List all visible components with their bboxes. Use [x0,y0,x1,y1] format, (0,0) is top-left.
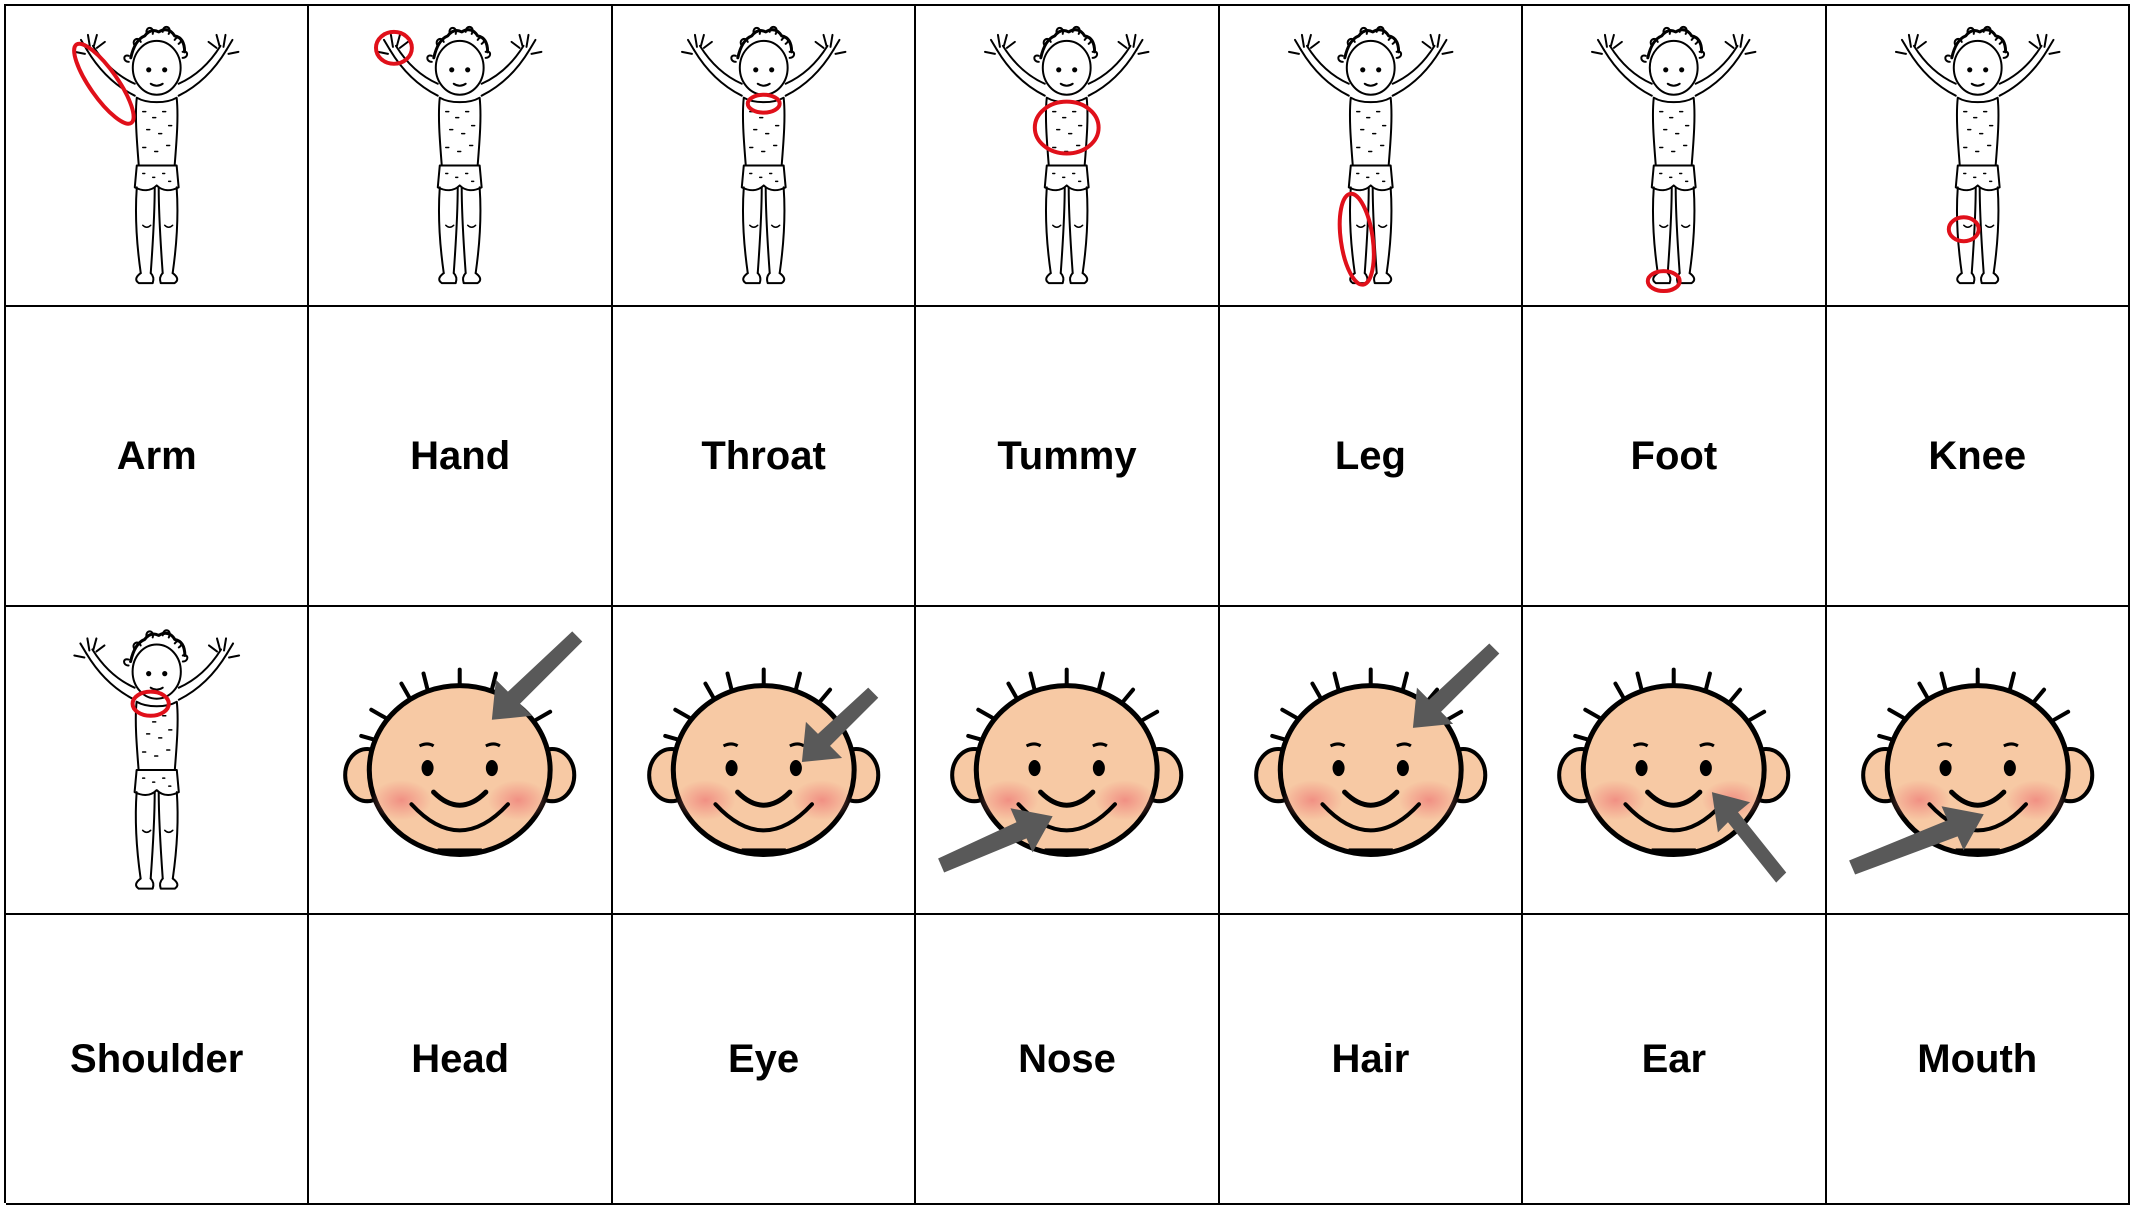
label-hand: Hand [410,433,511,478]
picture-cell-arm [6,6,309,307]
label-shoulder: Shoulder [70,1036,244,1081]
picture-cell-ear [1523,607,1826,915]
picture-cell-knee [1827,6,2130,307]
label-cell-foot [1523,307,1826,607]
body-parts-grid [4,4,2130,1203]
label-cell-nose [916,915,1219,1205]
child-drawing-leg [1220,6,1521,305]
label-nose: Nose [1018,1036,1116,1081]
label-cell-throat [613,307,916,607]
child-drawing-foot [1523,6,1824,305]
picture-cell-tummy [916,6,1219,307]
label-cell-eye [613,915,916,1205]
label-foot: Foot [1630,433,1718,478]
face-drawing-head [309,607,610,913]
face-drawing-hair [1220,607,1521,913]
label-cell-shoulder [6,915,309,1205]
child-drawing-arm [6,6,307,305]
label-cell-mouth [1827,915,2130,1205]
picture-cell-mouth [1827,607,2130,915]
label-head: Head [411,1036,510,1081]
picture-cell-head [309,607,612,915]
face-drawing-eye [613,607,914,913]
picture-cell-foot [1523,6,1826,307]
picture-cell-leg [1220,6,1523,307]
label-cell-arm [6,307,309,607]
label-cell-head [309,915,612,1205]
label-cell-ear [1523,915,1826,1205]
label-cell-leg [1220,307,1523,607]
child-drawing-hand [309,6,610,305]
label-ear: Ear [1641,1036,1707,1081]
label-knee: Knee [1928,433,2027,478]
picture-cell-shoulder [6,607,309,915]
label-cell-knee [1827,307,2130,607]
child-drawing-tummy [916,6,1217,305]
label-tummy: Tummy [997,433,1137,478]
label-cell-hair [1220,915,1523,1205]
label-leg: Leg [1334,433,1406,478]
picture-cell-hair [1220,607,1523,915]
label-cell-tummy [916,307,1219,607]
picture-cell-eye [613,607,916,915]
label-eye: Eye [727,1036,800,1081]
face-drawing-ear [1523,607,1824,913]
label-throat: Throat [701,433,826,478]
child-drawing-throat [613,6,914,305]
picture-cell-throat [613,6,916,307]
label-cell-hand [309,307,612,607]
picture-cell-hand [309,6,612,307]
label-hair: Hair [1331,1036,1410,1081]
child-drawing-knee [1827,6,2128,305]
child-drawing-shoulder [6,607,307,913]
label-arm: Arm [116,433,197,478]
picture-cell-nose [916,607,1219,915]
face-drawing-nose [916,607,1217,913]
face-drawing-mouth [1827,607,2128,913]
label-mouth: Mouth [1917,1036,2038,1081]
